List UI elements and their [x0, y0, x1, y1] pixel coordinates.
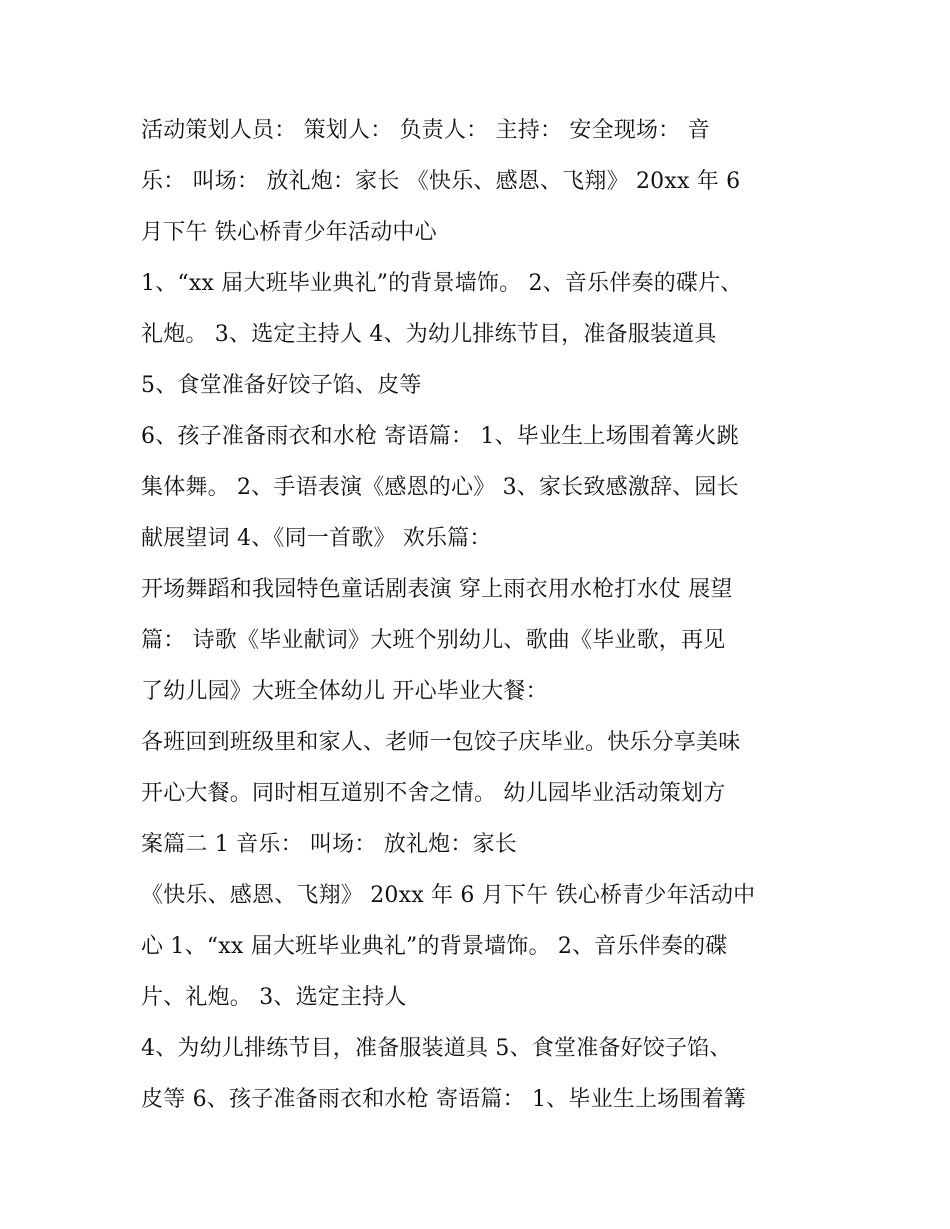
- text-line: 乐： 叫场： 放礼炮：家长 《快乐、感恩、飞翔》 20xx 年 6: [141, 169, 741, 194]
- text-line: 《快乐、感恩、飞翔》 20xx 年 6 月下午 铁心桥青少年活动中: [141, 883, 756, 908]
- text-line: 6、孩子准备雨衣和水枪 寄语篇： 1、毕业生上场围着篝火跳: [141, 424, 739, 449]
- text-line: 各班回到班级里和家人、老师一包饺子庆毕业。快乐分享美味: [141, 730, 741, 755]
- text-line: 献展望词 4、《同一首歌》 欢乐篇：: [141, 526, 492, 551]
- text-line: 活动策划人员： 策划人： 负责人： 主持： 安全现场： 音: [141, 118, 710, 143]
- text-line: 1、“xx 届大班毕业典礼”的背景墙饰。 2、音乐伴奏的碟片、: [141, 271, 743, 296]
- text-line: 片、礼炮。 3、选定主持人: [141, 985, 407, 1010]
- text-line: 集体舞。 2、手语表演《感恩的心》 3、家长致感激辞、园长: [141, 475, 739, 500]
- text-line: 5、食堂准备好饺子馅、皮等: [141, 373, 422, 398]
- document-body: [141, 112, 821, 1132]
- text-line: 心 1、“xx 届大班毕业典礼”的背景墙饰。 2、音乐伴奏的碟: [141, 934, 728, 959]
- text-line: 案篇二 1 音乐： 叫场： 放礼炮：家长: [141, 832, 517, 857]
- text-line: 了幼儿园》大班全体幼儿 开心毕业大餐：: [141, 679, 548, 704]
- text-line: 4、为幼儿排练节目，准备服装道具 5、食堂准备好饺子馅、: [141, 1036, 732, 1061]
- text-line: 开心大餐。同时相互道别不舍之情。 幼儿园毕业活动策划方: [141, 781, 726, 806]
- text-line: 皮等 6、孩子准备雨衣和水枪 寄语篇： 1、毕业生上场围着篝: [141, 1087, 746, 1112]
- text-line: 礼炮。 3、选定主持人 4、为幼儿排练节目，准备服装道具: [141, 322, 717, 347]
- text-line: 月下午 铁心桥青少年活动中心: [141, 220, 437, 245]
- text-line: 开场舞蹈和我园特色童话剧表演 穿上雨衣用水枪打水仗 展望: [141, 577, 733, 602]
- text-line: 篇： 诗歌《毕业献词》大班个别幼儿、歌曲《毕业歌，再见: [141, 628, 726, 653]
